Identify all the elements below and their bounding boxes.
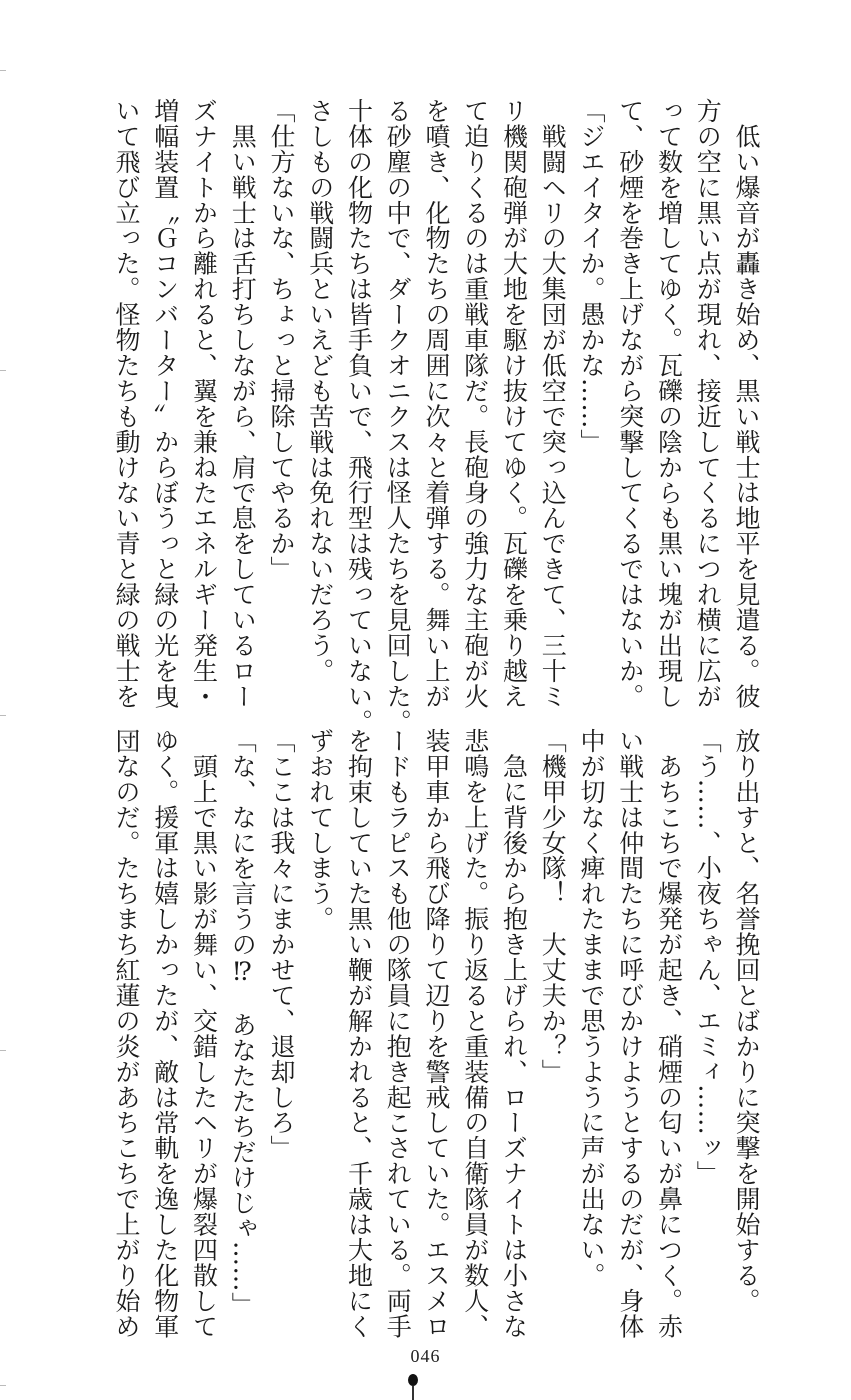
- text-column: 「う……、小夜ちゃん、エミィ……ッ」: [693, 728, 723, 1187]
- text-column: ズナイトから離れると、翼を兼ねたエネルギー発生・: [189, 98, 219, 709]
- text-column: 「機甲少女隊！ 大丈夫か？」: [538, 728, 568, 1085]
- text-column: ードもラピスも他の隊員に抱き起こされている。両手: [383, 728, 413, 1339]
- text-column: 低い爆音が轟き始め、黒い戦士は地平を見遣る。彼: [732, 98, 761, 709]
- margin-tick: [0, 70, 6, 71]
- text-column: リ機関砲弾が大地を駆け抜けてゆく。瓦礫を乗り越え: [499, 98, 529, 709]
- text-column: 団なのだ。たちまち紅蓮の炎があちこちで上がり始め: [112, 728, 141, 1339]
- text-column: て迫りくるのは重戦車隊だ。長砲身の強力な主砲が火: [460, 98, 490, 709]
- text-column: 十体の化物たちは皆手負いで、飛行型は残っていない。: [344, 98, 374, 735]
- text-column: 悲鳴を上げた。振り返ると重装備の自衛隊員が数人、: [460, 728, 490, 1339]
- text-column: 急に背後から抱き上げられ、ローズナイトは小さな: [499, 728, 529, 1339]
- text-column: を噴き、化物たちの周囲に次々と着弾する。舞い上が: [422, 98, 451, 709]
- text-block-top: [106, 98, 765, 735]
- text-block-bottom: [106, 728, 765, 1348]
- text-column: て、砂煙を巻き上げながら突撃してくるではないか。: [615, 98, 645, 709]
- text-column: 黒い戦士は舌打ちしながら、肩で息をしているロー: [228, 98, 258, 709]
- text-column: 放り出すと、名誉挽回とばかりに突撃を開始する。: [732, 728, 761, 1314]
- text-column: 中が切なく痺れたままで思うように声が出ない。: [577, 728, 606, 1288]
- text-column: 戦闘ヘリの大集団が低空で突っ込んできて、三十ミ: [538, 98, 568, 709]
- margin-tick: [0, 715, 6, 716]
- text-column: 「仕方ないな、ちょっと掃除してやるか」: [267, 98, 296, 582]
- text-column: 「ここは我々にまかせて、退却しろ」: [267, 728, 296, 1161]
- text-column: 方の空に黒い点が現れ、接近してくるにつれ横に広が: [693, 98, 723, 709]
- text-column: 「な、なにを言うの⁉ あなたたちだけじゃ……」: [228, 728, 258, 1318]
- text-column: 増幅装置〝Ｇコンバーター〟からぼうっと緑の光を曳: [150, 98, 180, 709]
- margin-tick: [0, 1050, 6, 1051]
- text-column: って数を増してゆく。瓦礫の陰からも黒い塊が出現し: [654, 98, 684, 709]
- text-column: さしもの戦闘兵といえども苦戦は免れないだろう。: [305, 98, 335, 684]
- text-column: 頭上で黒い影が舞い、交錯したヘリが爆裂四散して: [189, 728, 219, 1339]
- text-column: 装甲車から飛び降りて辺りを警戒していた。エスメロ: [422, 728, 451, 1339]
- text-column: を拘束していた黒い鞭が解かれると、千歳は大地にく: [344, 728, 374, 1339]
- margin-tick: [0, 1385, 6, 1386]
- text-column: ゆく。援軍は嬉しかったが、敵は常軌を逸した化物軍: [150, 728, 180, 1339]
- page-number: 046: [410, 1346, 441, 1366]
- text-column: いて飛び立った。怪物たちも動けない青と緑の戦士を: [112, 98, 141, 709]
- text-column: あちこちで爆発が起き、硝煙の匂いが鼻につく。赤: [654, 728, 684, 1339]
- text-column: い戦士は仲間たちに呼びかけようとするのだが、身体: [615, 728, 645, 1339]
- text-column: 「ジエイタイか。愚かな……」: [577, 98, 606, 455]
- text-column: ずおれてしまう。: [305, 728, 335, 932]
- page-marker-line: [412, 1386, 414, 1400]
- margin-tick: [0, 370, 6, 371]
- page-marker-dot: [408, 1374, 418, 1386]
- text-column: る砂塵の中で、ダークオニクスは怪人たちを見回した。: [383, 98, 413, 735]
